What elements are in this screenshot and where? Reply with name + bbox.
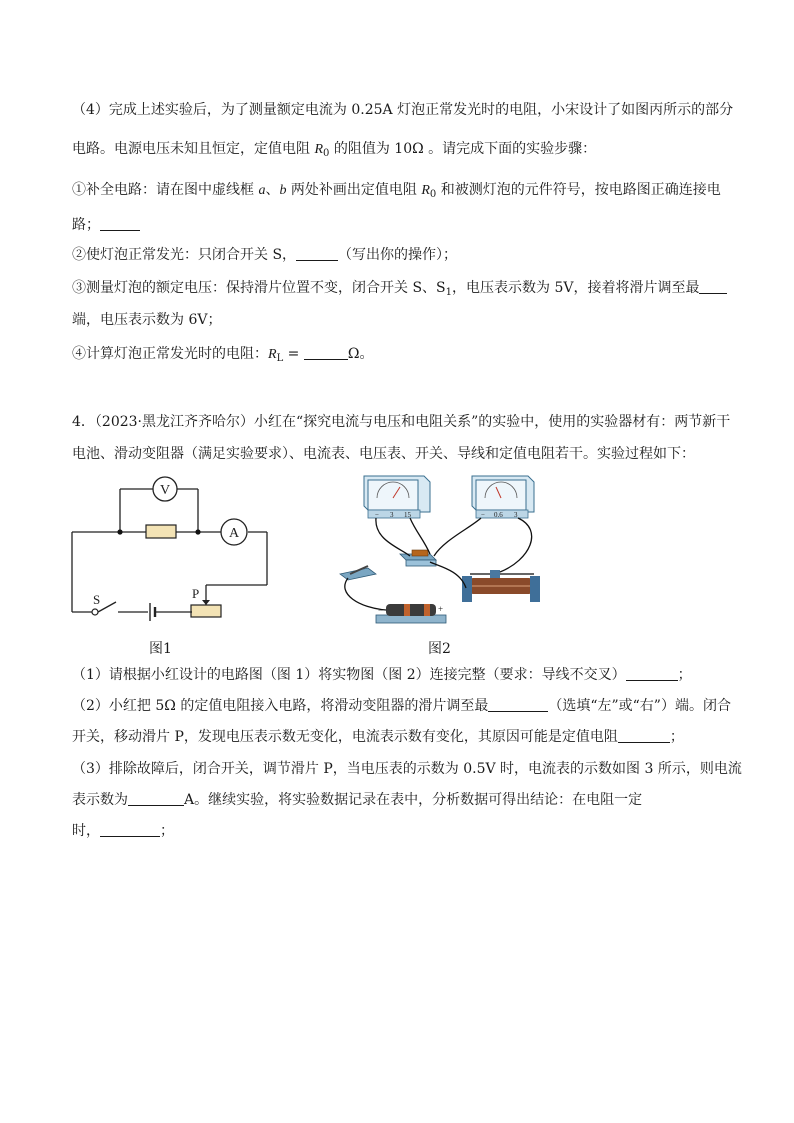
- text-segment: ②使灯泡正常发光：只闭合开关 S，: [72, 247, 297, 263]
- s1-subscript: 1: [445, 287, 453, 298]
- switch-pivot: [92, 609, 98, 615]
- answer-blank-sub3a[interactable]: [128, 791, 184, 806]
- text-segment: 表示数为: [72, 792, 128, 808]
- answer-blank-step1[interactable]: [100, 216, 140, 231]
- text-segment: 的阻值为 10Ω 。请完成下面的实验步骤：: [329, 141, 597, 157]
- q4-sub3-line3: [72, 822, 174, 840]
- step1-line: [72, 181, 721, 204]
- q4-sub1-line: [72, 666, 692, 684]
- step3-line: [72, 279, 727, 302]
- answer-blank-sub2b[interactable]: [618, 728, 670, 743]
- q4-line1: 4．（2023·黑龙江齐齐哈尔）小红在“探究电流与电压和电阻关系”的实验中，使用的实验器材有：两节新干: [72, 414, 731, 430]
- ammeter-device: [472, 476, 534, 519]
- text-segment: （1）请根据小红设计的电路图（图 1）将实物图（图 2）连接完整（要求：导线不交叉）: [72, 667, 626, 683]
- answer-blank-step4[interactable]: [304, 345, 348, 360]
- fig2-caption: 图2: [428, 641, 451, 657]
- fig1-caption: 图1: [149, 641, 172, 657]
- text-segment: （写出你的操作）；: [338, 247, 458, 263]
- q4-sub2-line1: [72, 697, 731, 715]
- var-b: b: [279, 183, 287, 198]
- junction-dot: [195, 529, 200, 534]
- text-segment: （选填“左”或“右”）端。闭合: [548, 698, 731, 714]
- text-segment: ③测量灯泡的额定电压：保持滑片位置不变，闭合开关 S、S: [72, 280, 446, 296]
- step2-line: [72, 246, 457, 264]
- q4-line2: 电池、滑动变阻器（满足实验要求）、电流表、电压表、开关、导线和定值电阻若干。实验过程如下：: [72, 446, 695, 462]
- answer-blank-step2[interactable]: [296, 246, 338, 261]
- rl-subscript: L: [276, 353, 284, 364]
- var-a: a: [258, 183, 266, 198]
- svg-text:−: −: [481, 511, 485, 519]
- switch-device: [340, 566, 376, 580]
- r0-subscript: 0: [323, 148, 330, 159]
- slider-arrow: [202, 600, 210, 605]
- battery-device: [376, 604, 446, 623]
- junction-dot: [117, 529, 122, 534]
- text-segment: A。继续实验，将实验数据记录在表中，分析数据可得出结论：在电阻一定: [184, 792, 643, 808]
- q4-sub3-line2: [72, 791, 642, 809]
- answer-blank-step3[interactable]: [699, 279, 727, 294]
- text-segment: ，电压表示数为 5V，接着将滑片调至最: [452, 280, 700, 296]
- step4-line: [72, 345, 373, 368]
- r0-subscript: 0: [429, 189, 437, 200]
- text-segment: （2）小红把 5Ω 的定值电阻接入电路，将滑动变阻器的滑片调至最: [72, 698, 489, 714]
- text-segment: 两处补画出定值电阻: [286, 182, 422, 198]
- svg-text:−: −: [378, 605, 384, 615]
- q4-sub2-line2: [72, 728, 684, 746]
- q4-sub3-line1: （3）排除故障后，闭合开关，调节滑片 P，当电压表的示数为 0.5V 时，电流表的示数如图 3 所示，则电流: [72, 761, 742, 777]
- answer-blank-sub1[interactable]: [626, 666, 678, 681]
- text-segment: ④计算灯泡正常发光时的电阻：: [72, 346, 268, 362]
- voltmeter-label: V: [159, 483, 171, 498]
- svg-text:3: 3: [390, 511, 394, 519]
- q3-part4-line1: （4）完成上述实验后，为了测量额定电流为 0.25A 灯泡正常发光时的电阻，小宋设计了如图丙所示的部分: [72, 102, 734, 118]
- text-segment: ；: [677, 667, 692, 683]
- svg-text:+: +: [438, 604, 444, 614]
- resistor-symbol: [146, 525, 176, 538]
- svg-text:3: 3: [514, 511, 518, 519]
- text-segment: ；: [160, 823, 174, 839]
- text-segment: =: [283, 346, 304, 362]
- text-segment: 和被测灯泡的元件符号，按电路图正确连接电: [436, 182, 721, 198]
- r0-symbol: R: [421, 183, 430, 198]
- voltmeter-device: [364, 476, 430, 519]
- text-segment: 开关，移动滑片 P，发现电压表示数无变化，电流表示数有变化，其原因可能是定值电阻: [72, 729, 618, 745]
- fig1-circuit-diagram: [66, 472, 276, 632]
- switch-label: S: [93, 592, 101, 607]
- rheostat-device: [462, 570, 540, 602]
- q3-part4-line2: [72, 140, 596, 163]
- text-segment: 、: [265, 182, 280, 198]
- text-segment: 路；: [72, 217, 100, 233]
- text-segment: Ω。: [347, 346, 374, 362]
- text-segment: ；: [669, 729, 684, 745]
- text-segment: ①补全电路：请在图中虚线框: [72, 182, 259, 198]
- step3-cont-line: 端，电压表示数为 6V；: [72, 312, 222, 328]
- ammeter-label: A: [228, 526, 240, 541]
- rheostat-symbol: [191, 605, 221, 617]
- slider-label: P: [192, 586, 200, 601]
- rl-symbol: R: [268, 347, 277, 362]
- step1-cont-line: [72, 216, 140, 234]
- answer-blank-sub2a[interactable]: [488, 697, 548, 712]
- text-segment: 电路。电源电压未知且恒定，定值电阻: [72, 141, 315, 157]
- svg-text:15: 15: [404, 511, 411, 519]
- text-segment: 时，: [72, 823, 100, 839]
- svg-text:−: −: [375, 511, 379, 519]
- fig2-apparatus-image: [330, 470, 560, 635]
- answer-blank-sub3b[interactable]: [100, 822, 160, 837]
- r0-symbol: R: [314, 142, 324, 157]
- svg-text:0.6: 0.6: [494, 511, 503, 519]
